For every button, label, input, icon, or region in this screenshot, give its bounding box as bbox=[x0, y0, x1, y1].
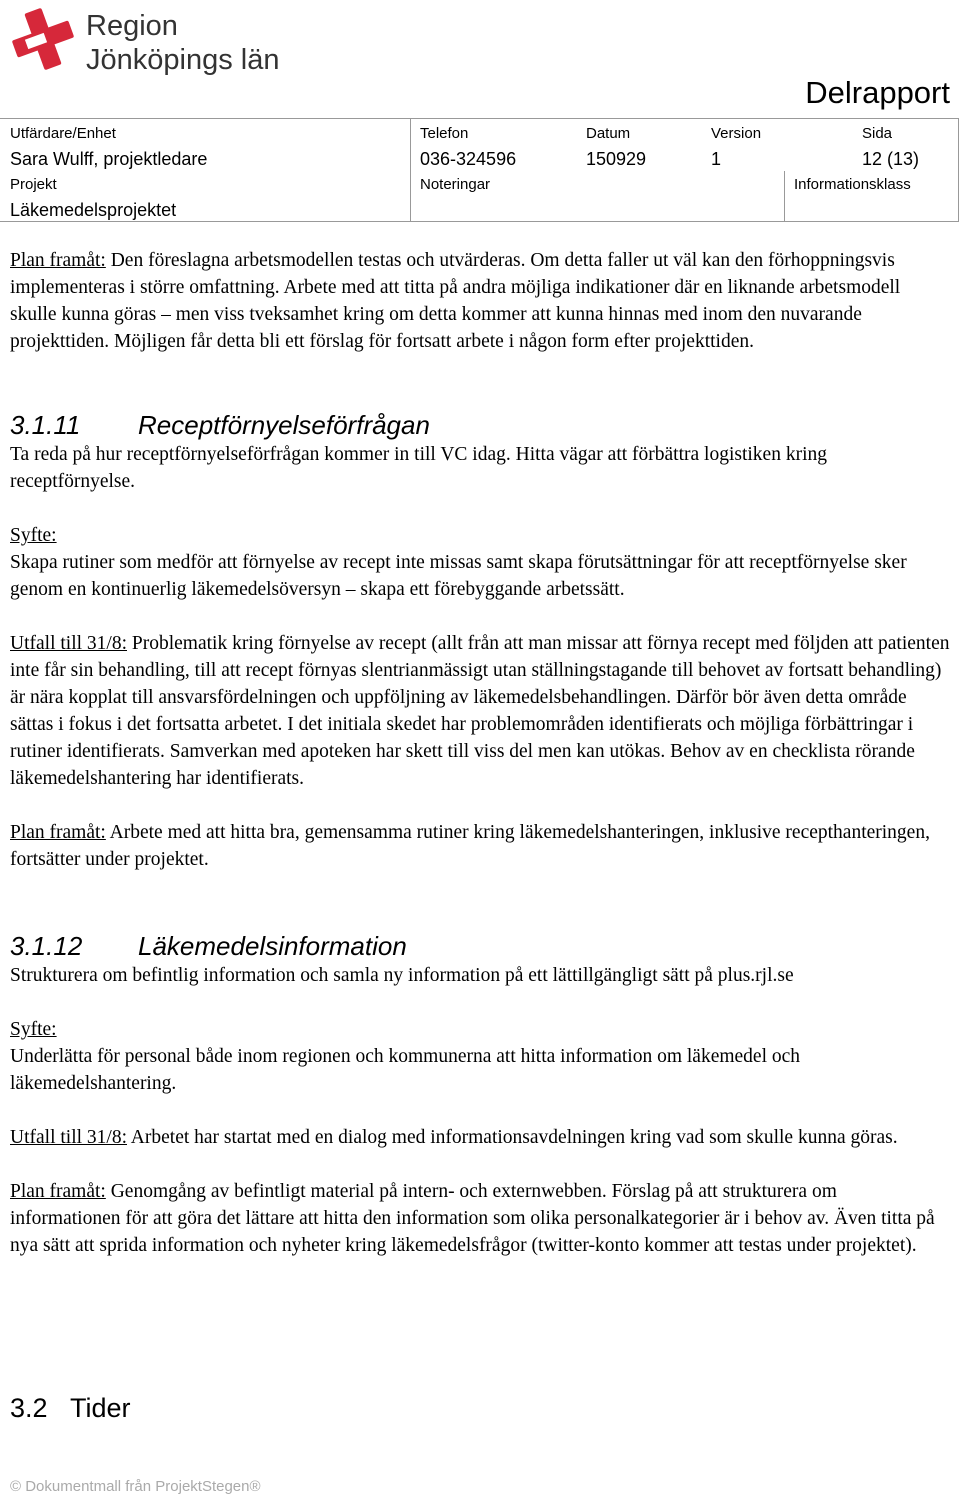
section-title: Läkemedelsinformation bbox=[138, 931, 407, 961]
document-header-table bbox=[0, 118, 959, 222]
page-label: Sida bbox=[862, 125, 893, 142]
utfall-label: Utfall till 31/8: bbox=[10, 633, 127, 654]
notes-cell bbox=[420, 176, 490, 194]
issuer-cell bbox=[10, 125, 207, 170]
divider bbox=[410, 119, 411, 221]
utfall-text: Problematik kring förnyelse av recept (allt från att man missar att förnya recept med följden att patienten inte får sin behandling, till att recept förnyas slentrianmässigt utan ställningstagande till behovet av fortsatt behandling) är nära kopplat till ansvarsfördelningen och uppföljning av läkemedelsbehandlingen. Därför bör även detta område sättas i fokus i det fortsatta arbetet. I det initiala skedet har problemområden identifierats och möjliga förbättringar i rutiner identifierats. Samverkan med apoteken har skett till viss del men kan utökas. Behov av en checklista rörande läkemedelshantering har identifierats. bbox=[10, 633, 950, 789]
section-heading-3-1-12 bbox=[10, 931, 407, 961]
plan-label: Plan framåt: bbox=[10, 1181, 106, 1202]
section-3-1-12-body bbox=[10, 962, 950, 1259]
phone-value: 036-324596 bbox=[420, 149, 517, 169]
phone-cell bbox=[420, 125, 516, 170]
version-value: 1 bbox=[711, 149, 722, 169]
phone-label: Telefon bbox=[420, 125, 469, 142]
project-cell bbox=[10, 176, 176, 221]
section-3-1-11-body bbox=[10, 441, 950, 873]
section-number: 3.2 bbox=[10, 1393, 48, 1423]
footer-copyright: © Dokumentmall från ProjektStegen® bbox=[10, 1478, 261, 1495]
page-cell bbox=[862, 125, 919, 170]
project-value: Läkemedelsprojektet bbox=[10, 200, 177, 220]
plan-label: Plan framåt: bbox=[10, 822, 106, 843]
intro-paragraph: Strukturera om befintlig information och samla ny information på ett lättillgängligt sätt på plus.rjl.se bbox=[10, 965, 794, 986]
divider bbox=[784, 171, 785, 221]
syfte-label: Syfte: bbox=[10, 1019, 57, 1040]
logo-text-line1: Region bbox=[86, 10, 178, 42]
class-label: Informationsklass bbox=[794, 176, 911, 193]
date-label: Datum bbox=[586, 125, 631, 142]
logo-text-line2: Jönköpings län bbox=[86, 44, 280, 76]
issuer-label: Utfärdare/Enhet bbox=[10, 125, 116, 142]
syfte-label: Syfte: bbox=[10, 525, 57, 546]
section-title: Receptförnyelseförfrågan bbox=[138, 410, 430, 440]
class-cell bbox=[794, 176, 911, 194]
project-label: Projekt bbox=[10, 176, 57, 193]
syfte-paragraph: Skapa rutiner som medför att förnyelse av recept inte missas samt skapa förutsättningar för att receptförnyelse sker genom en kontinuerlig läkemedelsöversyn – skapa ett förebyggande arbetssätt. bbox=[10, 552, 907, 600]
date-cell bbox=[586, 125, 646, 170]
section-title: Tider bbox=[70, 1393, 131, 1423]
region-cross-icon bbox=[8, 6, 78, 72]
section-heading-3-2 bbox=[10, 1393, 131, 1423]
section-number: 3.1.11 bbox=[10, 410, 81, 440]
utfall-text: Arbetet har startat med en dialog med informationsavdelningen kring vad som skulle kunna göras. bbox=[127, 1127, 898, 1148]
section-number: 3.1.12 bbox=[10, 931, 83, 961]
region-logo bbox=[8, 6, 288, 76]
plan-label: Plan framåt: bbox=[10, 250, 106, 271]
notes-label: Noteringar bbox=[420, 176, 491, 193]
intro-paragraph: Ta reda på hur receptförnyelseförfrågan kommer in till VC idag. Hitta vägar att förbättra logistiken kring receptförnyelse. bbox=[10, 444, 827, 492]
date-value: 150929 bbox=[586, 149, 647, 169]
plan-text: Arbete med att hitta bra, gemensamma rutiner kring läkemedelshanteringen, inklusive recepthanteringen, fortsätter under projektet. bbox=[10, 822, 930, 870]
section-heading-3-1-11 bbox=[10, 410, 430, 440]
version-cell bbox=[711, 125, 761, 170]
plan-text: Den föreslagna arbetsmodellen testas och utvärderas. Om detta faller ut väl kan den förhoppningsvis implementeras i större omfattning. Arbete med att titta på andra möjliga indikationer där en liknande arbetsmodell skulle kunna göras – men viss tveksamhet kring om detta kommer att kunna hinnas med inom den nuvarande projekttiden. Möjligen får detta bli ett förslag för fortsatt arbete i någon form efter projekttiden. bbox=[10, 250, 901, 352]
plan-text: Genomgång av befintligt material på intern- och externwebben. Förslag på att strukturera om informationen för att göra det lättare att hitta den information som olika personalkategorier är i behov av. Även titta på nya sätt att sprida information och nyheter kring läkemedelsfrågor (twitter-konto kommer att testas under projektet). bbox=[10, 1181, 935, 1256]
utfall-label: Utfall till 31/8: bbox=[10, 1127, 127, 1148]
plan-paragraph bbox=[10, 247, 950, 355]
page-value: 12 (13) bbox=[862, 149, 920, 169]
version-label: Version bbox=[711, 125, 762, 142]
issuer-value: Sara Wulff, projektledare bbox=[10, 149, 208, 169]
syfte-paragraph: Underlätta för personal både inom regionen och kommunerna att hitta information om läkemedel och läkemedelshantering. bbox=[10, 1046, 801, 1094]
document-type: Delrapport bbox=[805, 75, 950, 110]
